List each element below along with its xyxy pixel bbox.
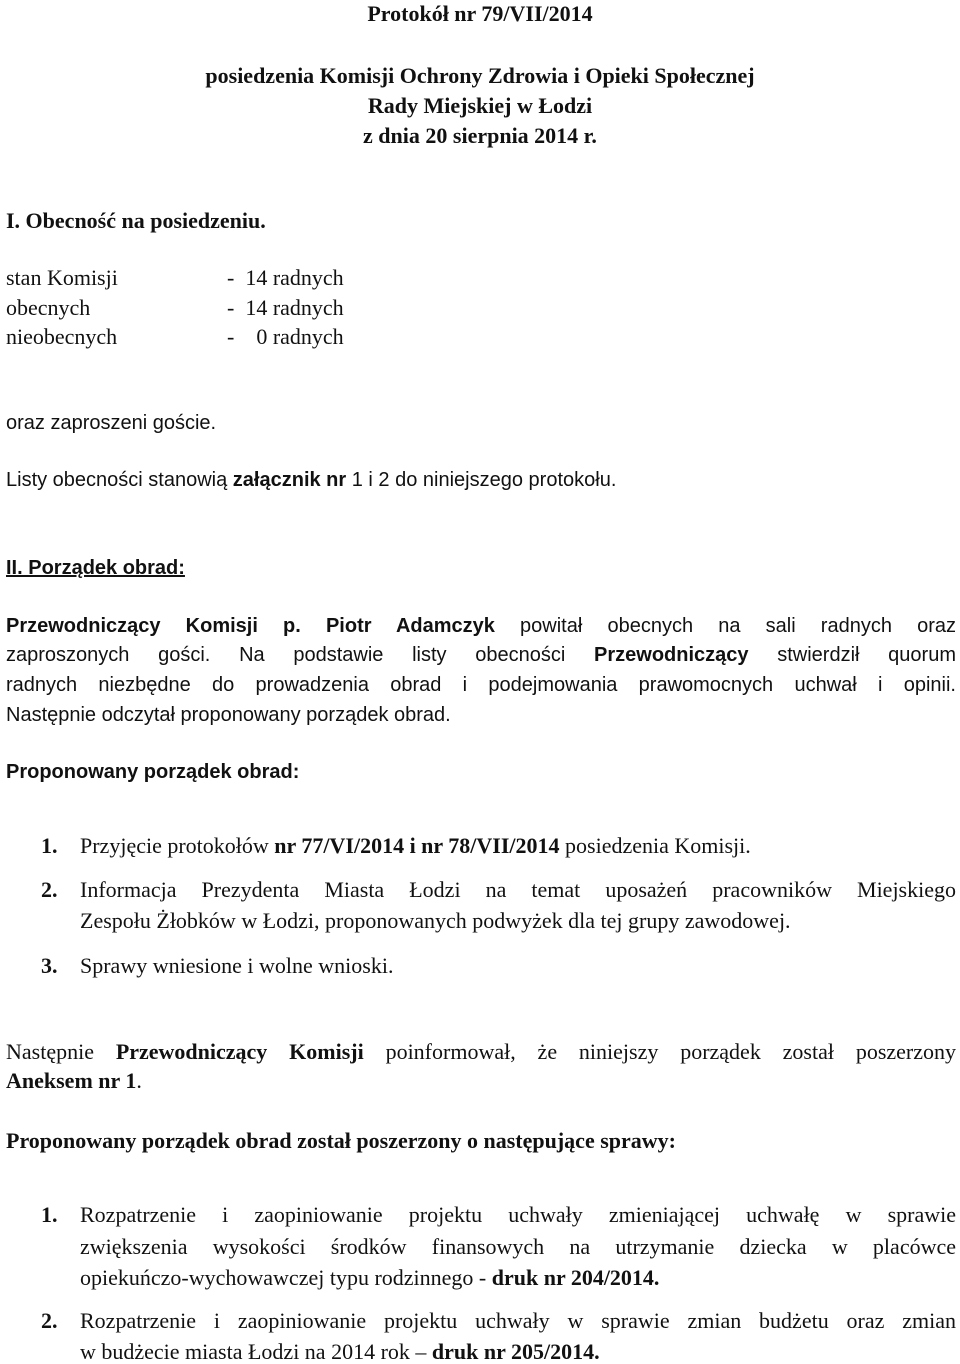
annex-label: załącznik nr (232, 469, 347, 491)
text-span: posiedzenia Komisji. (559, 833, 751, 858)
text-span: Na podstawie listy obecności (239, 644, 595, 666)
paragraph-line (6, 645, 956, 665)
agenda-heading: Proponowany porządek obrad: (6, 761, 300, 783)
text-span: Listy obecności stanowią (6, 469, 233, 491)
text-span: powitał obecnych na sali radnych oraz (494, 615, 956, 637)
extended-item-line: Rozpatrzenie i zaopiniowanie projektu uchwały zmieniającej uchwałę w sprawie (80, 1202, 956, 1227)
attendance-lists-note (6, 470, 616, 490)
extended-item-line: zwiększenia wysokości środków finansowych na utrzymanie dziecka w placówce (80, 1234, 956, 1259)
print-number: druk nr 204/2014. (491, 1265, 660, 1290)
annex-label: Aneksem nr 1 (6, 1068, 137, 1093)
attendance-label: nieobecnych (6, 324, 118, 349)
text-span: Następnie (6, 1039, 116, 1064)
agenda-item-line: Zespołu Żłobków w Łodzi, proponowanych podwyżek dla tej grupy zawodowej. (80, 908, 791, 933)
extended-item-line (80, 1341, 600, 1363)
agenda-item (80, 835, 751, 857)
paragraph-line (6, 616, 956, 636)
text-span: do niniejszego protokołu. (395, 469, 617, 491)
agenda-item-line: Informacja Prezydenta Miasta Łodzi na temat uposażeń pracowników Miejskiego (80, 877, 956, 902)
text-span: Przyjęcie protokołów (80, 833, 275, 858)
paragraph-line (6, 1070, 142, 1092)
agenda-item: Sprawy wniesione i wolne wnioski. (80, 953, 394, 978)
extended-item-line: Rozpatrzenie i zaopiniowanie projektu uchwały w sprawie zmian budżetu oraz zmian (80, 1308, 956, 1333)
document-title: Protokół nr 79/VII/2014 (367, 1, 593, 26)
chairman-name: Przewodniczący Komisji p. Piotr Adamczyk (6, 615, 495, 637)
header-line-council: Rady Miejskiej w Łodzi (367, 93, 593, 118)
attendance-label: obecnych (6, 295, 91, 320)
header-line-commission: posiedzenia Komisji Ochrony Zdrowia i Opieki Społecznej (205, 63, 755, 88)
text-span: . (136, 1068, 142, 1093)
agenda-item-number: 3. (41, 953, 58, 978)
extended-item-line (80, 1267, 659, 1289)
text-span: opiekuńczo-wychowawczej typu rodzinnego - (80, 1265, 492, 1290)
attendance-value: - 14 radnych (227, 295, 344, 320)
chairman-label: Przewodniczący Komisji (115, 1039, 364, 1064)
protocol-numbers: nr 77/VI/2014 i nr 78/VII/2014 (274, 833, 560, 858)
text-span: stwierdził quorum (748, 644, 956, 666)
chairman-label: Przewodniczący (594, 644, 749, 666)
agenda-item-number: 1. (41, 833, 58, 858)
text-span: poinformował, że niniejszy porządek został poszerzony (363, 1039, 956, 1064)
paragraph-line (6, 1041, 956, 1063)
text-span: w budżecie miasta Łodzi na 2014 rok – (80, 1339, 432, 1364)
paragraph-line: radnych niezbędne do prowadzenia obrad i podejmowania prawomocnych uchwał i opinii. (6, 674, 956, 696)
extended-item-number: 2. (41, 1308, 58, 1333)
extended-agenda-heading: Proponowany porządek obrad został poszerzony o następujące sprawy: (6, 1128, 676, 1153)
print-number: druk nr 205/2014. (431, 1339, 600, 1364)
section-heading-attendance: I. Obecność na posiedzeniu. (6, 208, 266, 233)
guests-note: oraz zaproszeni goście. (6, 412, 217, 434)
attendance-label: stan Komisji (6, 265, 118, 290)
attendance-value: - 0 radnych (227, 324, 344, 349)
header-line-date: z dnia 20 sierpnia 2014 r. (363, 123, 597, 148)
section-heading-agenda: II. Porządek obrad: (6, 557, 185, 579)
extended-item-number: 1. (41, 1202, 58, 1227)
attendance-value: - 14 radnych (227, 265, 344, 290)
paragraph-line: Następnie odczytał proponowany porządek obrad. (6, 704, 451, 726)
text-span: 1 i 2 (346, 469, 396, 491)
agenda-item-number: 2. (41, 877, 58, 902)
text-span: zaproszonych gości. (6, 644, 240, 666)
